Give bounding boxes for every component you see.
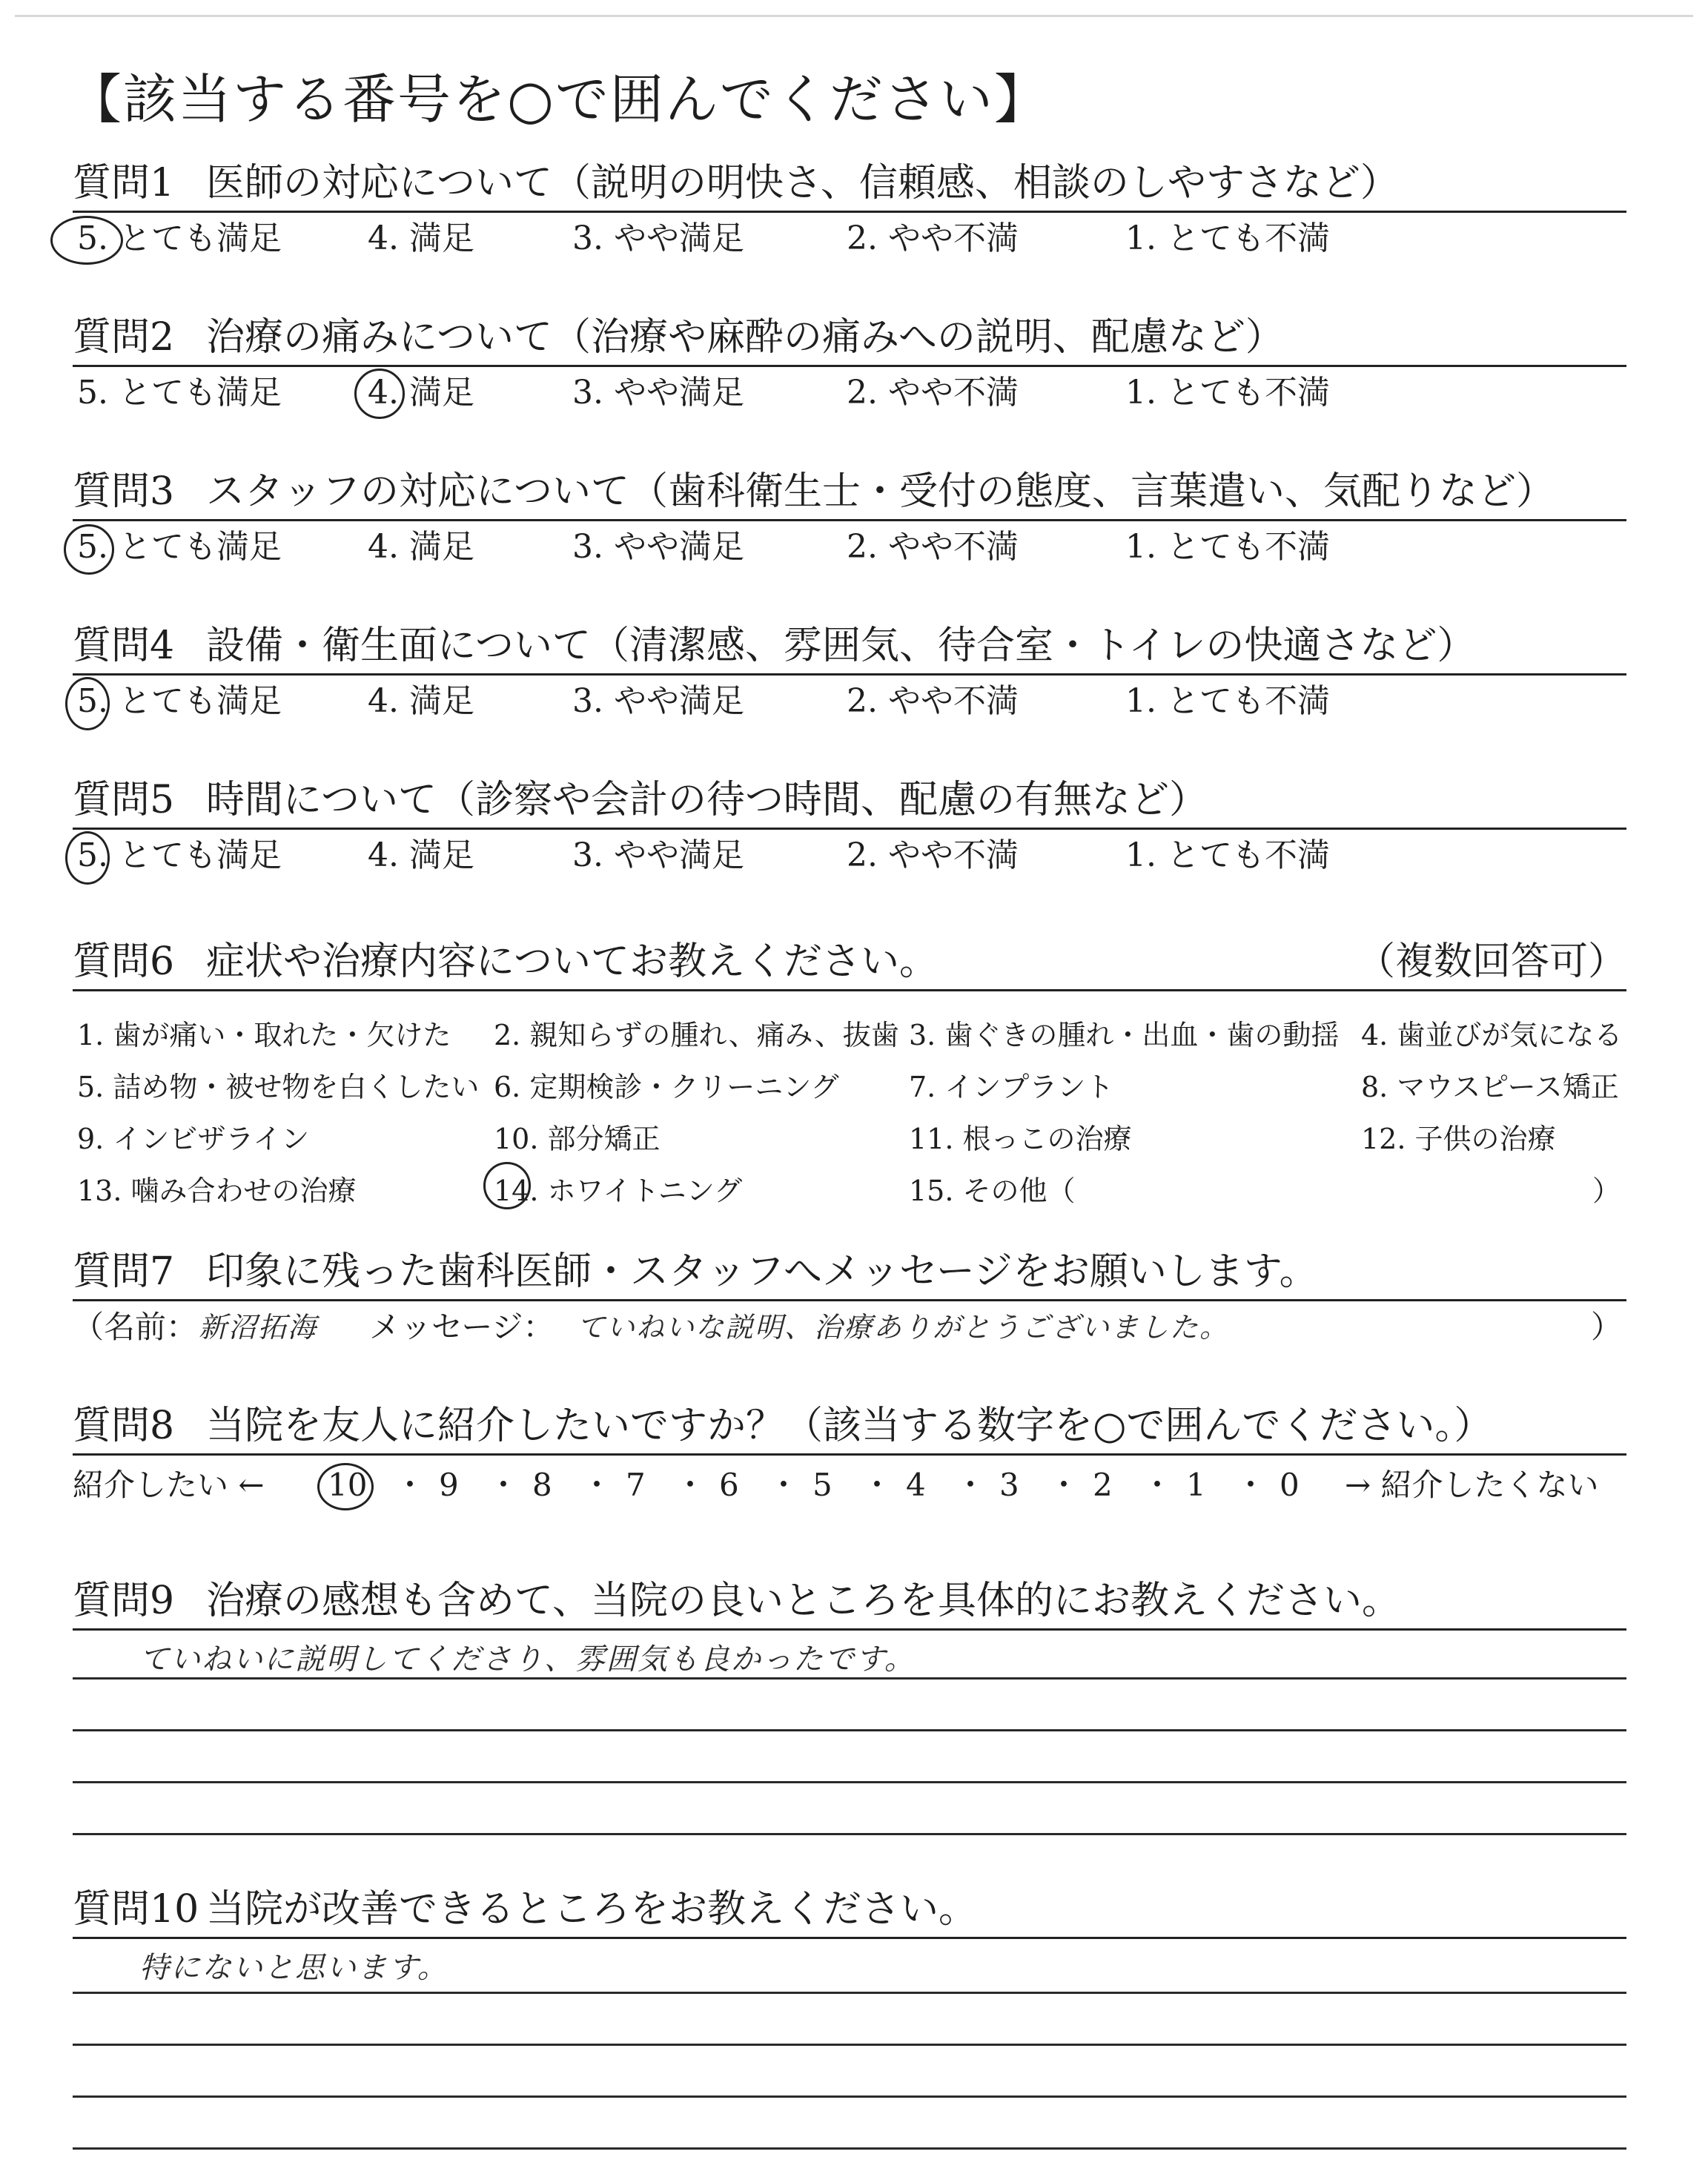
question-text: 当院を友人に紹介したいですか？（該当する数字を○で囲んでください。） (206, 1404, 1493, 1448)
option-5[interactable]: 5. とても満足 (77, 682, 282, 720)
question-number: 質問9 (73, 1579, 175, 1623)
question-1-options (73, 213, 1626, 265)
question-4-header (73, 620, 1626, 672)
other-close-paren: ） (1592, 1175, 1621, 1207)
scale-8[interactable]: 8 (532, 1467, 552, 1503)
question-8-header (73, 1400, 1626, 1452)
message-close-paren: ） (1590, 1309, 1622, 1345)
option-4[interactable]: 4. 満足 (368, 374, 474, 412)
scale-dot: ・ (1142, 1467, 1174, 1503)
question-number: 質問6 (73, 939, 175, 984)
scale-dot: ・ (1048, 1467, 1080, 1503)
scale-dot: ・ (675, 1467, 706, 1503)
option-4[interactable]: 4. 満足 (368, 528, 474, 566)
answer-circle-mark (354, 369, 405, 419)
question-7-header (73, 1246, 1626, 1298)
answer-10-handwriting[interactable]: 特にないと思います。 (139, 1951, 448, 1985)
option-2[interactable]: 2. やや不満 (847, 374, 1019, 412)
question-7 (73, 1246, 1626, 1353)
question-8 (73, 1400, 1626, 1515)
option-1[interactable]: 1. とても不満 (1125, 836, 1330, 874)
option-5[interactable]: 5. とても満足 (77, 219, 282, 257)
scale-0[interactable]: 0 (1280, 1467, 1300, 1503)
scale-dot: ・ (768, 1467, 800, 1503)
recommend-scale (73, 1456, 1626, 1515)
question-number: 質問5 (73, 778, 175, 822)
option-2[interactable]: 2. やや不満 (847, 836, 1019, 874)
symptom-option-3[interactable]: 3. 歯ぐきの腫れ・出血・歯の動揺 (909, 1019, 1340, 1051)
question-text: 時間について（診察や会計の待つ時間、配慮の有無など） (206, 778, 1208, 822)
answer-circle-mark (50, 216, 123, 265)
question-3 (73, 466, 1626, 573)
question-5-options (73, 830, 1626, 882)
question-text: 印象に残った歯科医師・スタッフへメッセージをお願いします。 (206, 1249, 1318, 1294)
scale-dot: ・ (1235, 1467, 1267, 1503)
answer-line (73, 1781, 1626, 1783)
question-text: 治療の痛みについて（治療や麻酔の痛みへの説明、配慮など） (206, 315, 1284, 360)
name-value[interactable]: 新沼拓海 (199, 1311, 318, 1344)
question-10 (73, 1883, 1626, 1985)
answer-line (73, 2147, 1626, 2150)
question-5 (73, 774, 1626, 882)
question-1 (73, 157, 1626, 265)
symptom-option-13[interactable]: 13. 噛み合わせの治療 (77, 1175, 357, 1207)
answer-line (73, 1729, 1626, 1731)
question-number: 質問1 (73, 161, 175, 205)
question-number: 質問4 (73, 624, 175, 668)
scale-1[interactable]: 1 (1186, 1467, 1206, 1503)
message-row (73, 1301, 1626, 1353)
scale-10[interactable]: 10 (328, 1467, 368, 1503)
question-3-options (73, 521, 1626, 573)
option-5[interactable]: 5. とても満足 (77, 836, 282, 874)
symptom-option-12[interactable]: 12. 子供の治療 (1361, 1123, 1556, 1155)
question-10-header (73, 1883, 1626, 1935)
question-6 (73, 936, 1626, 1207)
scale-2[interactable]: 2 (1093, 1467, 1113, 1503)
answer-circle-mark (483, 1162, 531, 1209)
question-text: 症状や治療内容についてお教えください。 (206, 939, 938, 984)
divider (73, 1628, 1626, 1631)
scale-dot: ・ (955, 1467, 987, 1503)
question-number: 質問7 (73, 1249, 175, 1294)
option-5[interactable]: 5. とても満足 (77, 528, 282, 566)
option-3[interactable]: 3. やや満足 (572, 682, 744, 720)
symptom-option-2[interactable]: 2. 親知らずの腫れ、痛み、抜歯 (494, 1019, 899, 1051)
option-3[interactable]: 3. やや満足 (572, 219, 744, 257)
option-3[interactable]: 3. やや満足 (572, 374, 744, 412)
question-6-header (73, 936, 1626, 988)
answer-line (73, 1833, 1626, 1835)
instruction-title: 【該当する番号を○で囲んでください】 (68, 68, 1049, 131)
symptom-option-14[interactable]: 14. ホワイトニング (494, 1175, 743, 1207)
question-4 (73, 620, 1626, 727)
symptom-option-10[interactable]: 10. 部分矯正 (494, 1123, 661, 1155)
option-2[interactable]: 2. やや不満 (847, 219, 1019, 257)
option-1[interactable]: 1. とても不満 (1125, 682, 1330, 720)
option-3[interactable]: 3. やや満足 (572, 528, 744, 566)
answer-9-handwriting[interactable]: ていねいに説明してくださり、雰囲気も良かったです。 (139, 1642, 916, 1677)
answer-circle-mark (65, 831, 110, 885)
top-border (15, 15, 1693, 17)
question-text: 医師の対応について（説明の明快さ、信頼感、相談のしやすさなど） (206, 161, 1399, 205)
option-5[interactable]: 5. とても満足 (77, 374, 282, 412)
option-4[interactable]: 4. 満足 (368, 219, 474, 257)
scale-9[interactable]: 9 (439, 1467, 459, 1503)
answer-circle-mark (65, 677, 110, 730)
name-label: （名前： (73, 1309, 198, 1345)
question-3-header (73, 466, 1626, 518)
scale-dot: ・ (488, 1467, 520, 1503)
scale-dot: ・ (861, 1467, 893, 1503)
symptom-option-4[interactable]: 4. 歯並びが気になる (1361, 1019, 1623, 1051)
question-text: 治療の感想も含めて、当院の良いところを具体的にお教えください。 (206, 1579, 1400, 1623)
question-5-header (73, 774, 1626, 826)
question-text: 当院が改善できるところをお教えください。 (206, 1887, 978, 1932)
question-text: 設備・衛生面について（清潔感、雰囲気、待合室・トイレの快適さなど） (206, 624, 1476, 668)
symptom-option-7[interactable]: 7. インプラント (909, 1071, 1114, 1103)
scale-3[interactable]: 3 (999, 1467, 1019, 1503)
scale-dot: ・ (581, 1467, 613, 1503)
symptom-option-5[interactable]: 5. 詰め物・被せ物を白くしたい (77, 1071, 480, 1103)
question-4-options (73, 676, 1626, 727)
question-2 (73, 311, 1626, 419)
question-text: スタッフの対応について（歯科衛生士・受付の態度、言葉遣い、気配りなど） (206, 469, 1555, 514)
question-2-options (73, 367, 1626, 419)
answer-circle-mark (64, 524, 114, 575)
answer-circle-mark (317, 1463, 374, 1510)
question-6-options (73, 991, 1626, 1207)
question-number: 質問8 (73, 1404, 175, 1448)
option-2[interactable]: 2. やや不満 (847, 528, 1019, 566)
question-1-header (73, 157, 1626, 209)
scale-left-label: 紹介したい ← (73, 1467, 265, 1503)
answer-line (73, 1992, 1626, 1994)
symptom-option-15[interactable]: 15. その他（ (909, 1175, 1076, 1207)
scale-7[interactable]: 7 (626, 1467, 646, 1503)
symptom-option-1[interactable]: 1. 歯が痛い・取れた・欠けた (77, 1019, 451, 1051)
scale-6[interactable]: 6 (719, 1467, 739, 1503)
scale-5[interactable]: 5 (812, 1467, 833, 1503)
option-2[interactable]: 2. やや不満 (847, 682, 1019, 720)
option-3[interactable]: 3. やや満足 (572, 836, 744, 874)
option-1[interactable]: 1. とても不満 (1125, 219, 1330, 257)
multiple-answers-note: （複数回答可） (1356, 939, 1626, 984)
divider (73, 1937, 1626, 1939)
option-1[interactable]: 1. とても不満 (1125, 374, 1330, 412)
answer-line (73, 2095, 1626, 2098)
answer-line (73, 1677, 1626, 1680)
question-number: 質問10 (73, 1887, 199, 1932)
message-value[interactable]: ていねいな説明、治療ありがとうございました。 (577, 1311, 1230, 1344)
question-2-header (73, 311, 1626, 363)
scale-dot: ・ (394, 1467, 426, 1503)
question-number: 質問2 (73, 315, 175, 360)
answer-line (73, 2044, 1626, 2046)
message-label: メッセージ： (369, 1309, 555, 1345)
option-4[interactable]: 4. 満足 (368, 682, 474, 720)
question-9 (73, 1575, 1626, 1677)
symptom-option-8[interactable]: 8. マウスピース矯正 (1361, 1071, 1619, 1103)
question-9-header (73, 1575, 1626, 1627)
symptom-option-9[interactable]: 9. インビザライン (77, 1123, 310, 1155)
option-1[interactable]: 1. とても不満 (1125, 528, 1330, 566)
symptom-option-6[interactable]: 6. 定期検診・クリーニング (494, 1071, 839, 1103)
option-4[interactable]: 4. 満足 (368, 836, 474, 874)
scale-4[interactable]: 4 (906, 1467, 926, 1503)
scale-right-label: → 紹介したくない (1345, 1467, 1599, 1503)
question-number: 質問3 (73, 469, 175, 514)
symptom-option-11[interactable]: 11. 根っこの治療 (909, 1123, 1132, 1155)
